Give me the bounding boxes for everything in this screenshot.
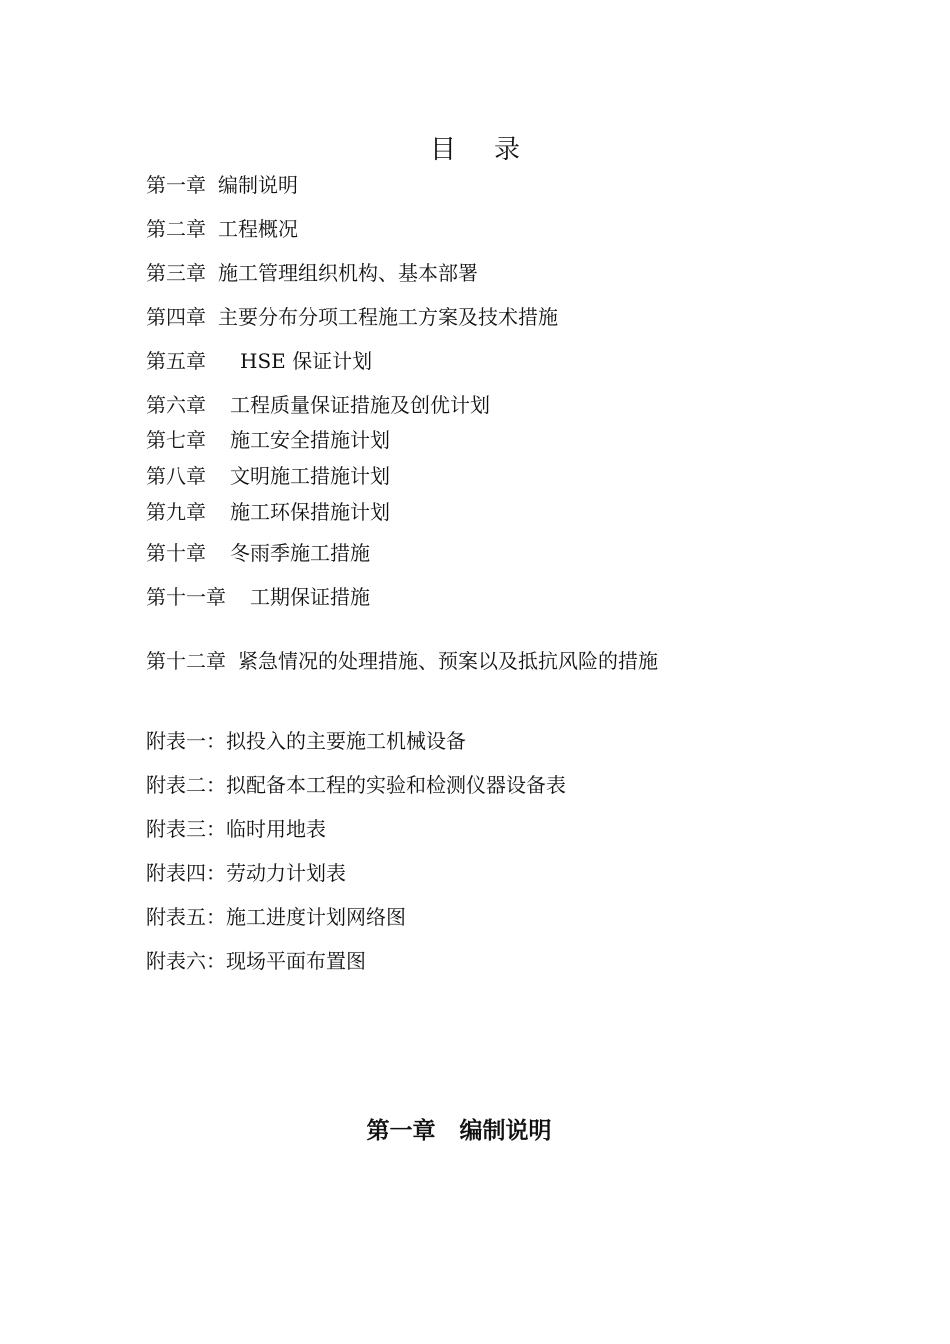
toc-chapter-number: 第三章	[146, 261, 206, 285]
toc-chapter-number: 第一章	[146, 173, 206, 197]
toc-chapter-title: 冬雨季施工措施	[230, 541, 370, 565]
toc-chapter-number: 第四章	[146, 305, 206, 329]
toc-entry-chapter-10	[146, 539, 370, 567]
toc-entry-appendix-3	[146, 815, 326, 843]
toc-entry-chapter-12	[146, 647, 658, 675]
toc-chapter-number: 第十二章	[146, 649, 226, 673]
toc-appendix-title: 拟投入的主要施工机械设备	[226, 729, 466, 753]
chapter-heading	[0, 1114, 918, 1148]
toc-chapter-title: 文明施工措施计划	[230, 464, 390, 488]
toc-chapter-title: 施工管理组织机构、基本部署	[218, 261, 478, 285]
toc-chapter-title: 施工安全措施计划	[230, 428, 390, 452]
toc-appendix-number: 附表二：	[146, 773, 226, 797]
toc-chapter-number: 第八章	[146, 464, 206, 488]
toc-title: 目录	[429, 135, 558, 165]
toc-entry-chapter-8	[146, 462, 390, 490]
toc-entry-appendix-2	[146, 771, 566, 799]
toc-chapter-number: 第六章	[146, 393, 206, 417]
toc-entry-chapter-4	[146, 303, 558, 331]
toc-chapter-title: HSE 保证计划	[240, 349, 373, 373]
toc-entry-chapter-11	[146, 583, 370, 611]
toc-appendix-number: 附表六：	[146, 949, 226, 973]
toc-entry-chapter-9	[146, 498, 390, 526]
toc-appendix-number: 附表一：	[146, 729, 226, 753]
toc-entry-appendix-6	[146, 947, 366, 975]
toc-chapter-title: 工程质量保证措施及创优计划	[230, 393, 490, 417]
toc-appendix-title: 临时用地表	[226, 817, 326, 841]
toc-entry-chapter-3	[146, 259, 478, 287]
toc-entry-chapter-5	[146, 347, 372, 375]
toc-chapter-title: 紧急情况的处理措施、预案以及抵抗风险的措施	[238, 649, 658, 673]
toc-entry-appendix-1	[146, 727, 466, 755]
toc-chapter-title: 施工环保措施计划	[230, 500, 390, 524]
toc-chapter-title: 编制说明	[218, 173, 298, 197]
toc-chapter-number: 第五章	[146, 349, 206, 373]
toc-appendix-title: 施工进度计划网络图	[226, 905, 406, 929]
toc-chapter-number: 第十章	[146, 541, 206, 565]
toc-appendix-number: 附表四：	[146, 861, 226, 885]
toc-chapter-title: 主要分布分项工程施工方案及技术措施	[218, 305, 558, 329]
chapter-heading-title: 编制说明	[459, 1118, 552, 1144]
toc-chapter-number: 第十一章	[146, 585, 226, 609]
toc-chapter-number: 第二章	[146, 217, 206, 241]
toc-chapter-number: 第九章	[146, 500, 206, 524]
toc-chapter-number: 第七章	[146, 428, 206, 452]
toc-appendix-title: 拟配备本工程的实验和检测仪器设备表	[226, 773, 566, 797]
toc-appendix-title: 现场平面布置图	[226, 949, 366, 973]
toc-chapter-title: 工程概况	[218, 217, 298, 241]
toc-appendix-number: 附表五：	[146, 905, 226, 929]
toc-entry-chapter-6	[146, 391, 490, 419]
toc-chapter-title: 工期保证措施	[250, 585, 370, 609]
toc-entry-chapter-1	[146, 171, 298, 199]
toc-entry-appendix-4	[146, 859, 346, 887]
toc-entry-chapter-7	[146, 426, 390, 454]
toc-appendix-number: 附表三：	[146, 817, 226, 841]
toc-entry-chapter-2	[146, 215, 298, 243]
toc-appendix-title: 劳动力计划表	[226, 861, 346, 885]
chapter-heading-number: 第一章	[366, 1118, 436, 1144]
toc-entry-appendix-5	[146, 903, 406, 931]
